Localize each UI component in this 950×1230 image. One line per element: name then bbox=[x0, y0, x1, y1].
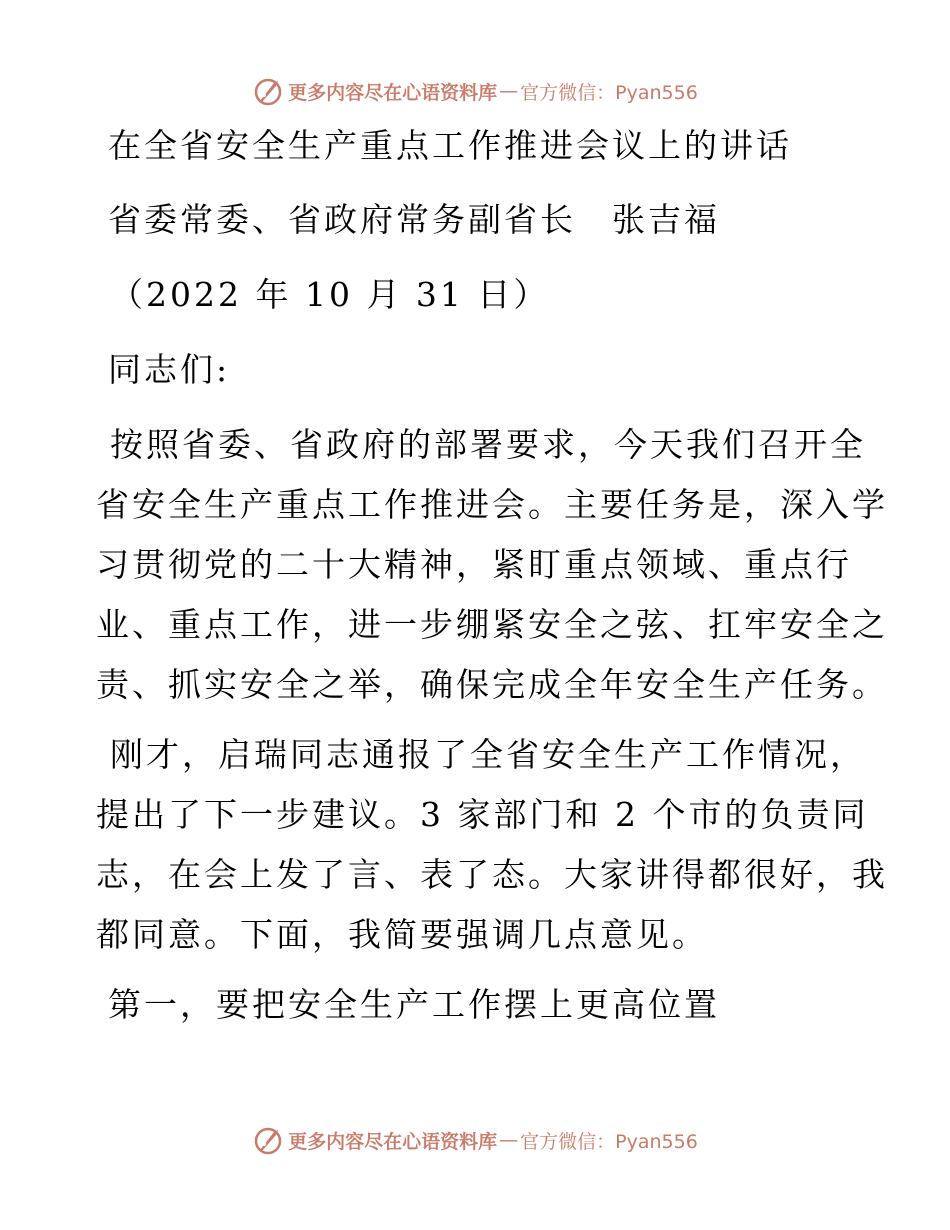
paragraph2-line: 刚才，启瑞同志通报了全省安全生产工作情况， bbox=[110, 735, 866, 774]
watermark-sub-text: 官方微信：Pyan556 bbox=[520, 1130, 698, 1153]
paragraph2-line: 提出了下一步建议。3 家部门和 2 个市的负责同 bbox=[96, 795, 869, 834]
document-date: （2022 年 10 月 31 日） bbox=[110, 275, 550, 314]
quill-logo-icon bbox=[252, 1124, 284, 1156]
watermark-sub-text: 官方微信：Pyan556 bbox=[520, 81, 698, 104]
paragraph1-line: 责、抓实安全之举，确保完成全年安全生产任务。 bbox=[96, 665, 888, 704]
document-salutation: 同志们: bbox=[108, 350, 231, 389]
paragraph1-line: 按照省委、省政府的部署要求，今天我们召开全 bbox=[110, 425, 866, 464]
watermark-main-text: 更多内容尽在心语资料库 bbox=[288, 81, 498, 104]
quill-logo-icon bbox=[252, 75, 284, 107]
document-title: 在全省安全生产重点工作推进会议上的讲话 bbox=[108, 126, 792, 165]
document-speaker: 省委常委、省政府常务副省长 张吉福 bbox=[108, 200, 720, 239]
watermark-banner-bottom bbox=[0, 1120, 950, 1160]
paragraph2-line: 志，在会上发了言、表了态。大家讲得都很好，我 bbox=[96, 855, 888, 894]
paragraph1-line: 习贯彻党的二十大精神，紧盯重点领域、重点行 bbox=[96, 545, 852, 584]
watermark-dash: — bbox=[499, 1129, 519, 1151]
paragraph1-line: 省安全生产重点工作推进会。主要任务是，深入学 bbox=[96, 485, 888, 524]
watermark-main-text: 更多内容尽在心语资料库 bbox=[288, 1130, 498, 1153]
section-heading: 第一，要把安全生产工作摆上更高位置 bbox=[108, 985, 720, 1024]
watermark-dash: — bbox=[499, 80, 519, 102]
paragraph2-line: 都同意。下面，我简要强调几点意见。 bbox=[96, 915, 708, 954]
watermark-banner-top bbox=[0, 71, 950, 111]
paragraph1-line: 业、重点工作，进一步绷紧安全之弦、扛牢安全之 bbox=[96, 605, 888, 644]
